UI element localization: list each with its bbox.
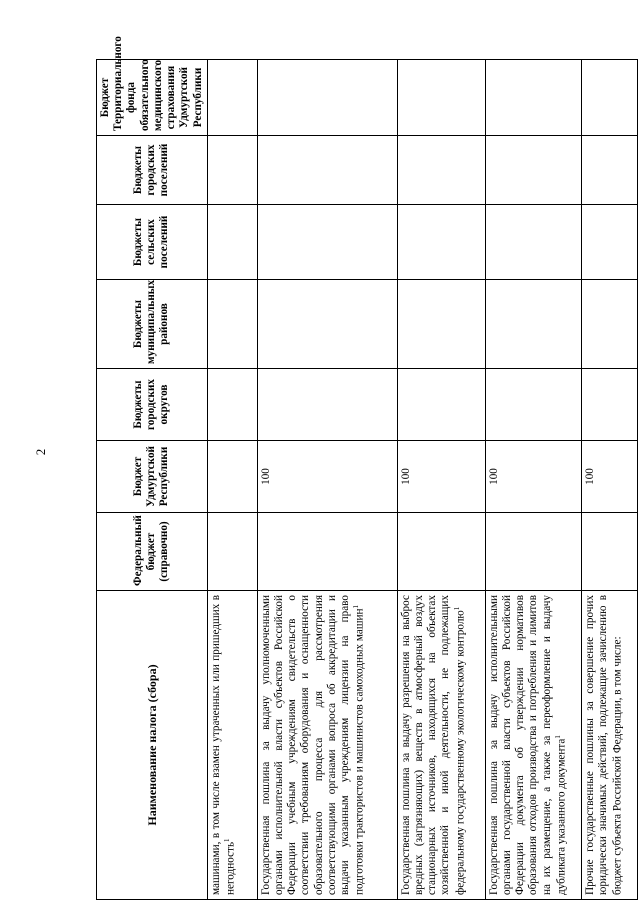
table-row bbox=[257, 60, 397, 900]
row-tax-name: Государственная пошлина за выдачу исполнительными органами государственной власти субъектов Российской Федерации документа об утверждении нормативов образования отходов производства и потребления и лимитов на их размещение, а также за переоформление и выдачу дубликата указанного документа$^1$ bbox=[485, 591, 581, 900]
row-value-rural bbox=[257, 205, 397, 280]
row-value-rural bbox=[207, 205, 257, 280]
row-value-republic: 100 bbox=[257, 441, 397, 513]
page-number: 2 bbox=[33, 448, 48, 456]
row-tax-name: Прочие государственные пошлины за совершение прочих юридически значимых действий, подлежащие зачислению в бюджет субъекта Российской Федерации, в том числе: bbox=[581, 591, 637, 900]
header-rural-settlements: Бюджеты сельских поселений bbox=[97, 205, 208, 280]
row-value-tfoms bbox=[207, 60, 257, 136]
header-tfoms-budget: Бюджет Территориального фонда обязательного медицинского страхования Удмуртской Республики bbox=[97, 60, 208, 136]
row-value-municipal-districts bbox=[485, 280, 581, 369]
row-value-city-districts bbox=[257, 369, 397, 441]
header-urban-settlements: Бюджеты городских поселений bbox=[97, 136, 208, 205]
table-row bbox=[397, 60, 485, 900]
row-value-municipal-districts bbox=[207, 280, 257, 369]
row-value-city-districts bbox=[207, 369, 257, 441]
row-tax-name: Государственная пошлина за выдачу разрешения на выброс вредных (загрязняющих) веществ в атмосферный воздух стационарных источников, находящихся на объектах хозяйственной и иной деятельности, не подлежащих федеральному государственному экологическому контролю$^1$ bbox=[397, 591, 485, 900]
row-value-urban bbox=[207, 136, 257, 205]
row-value-tfoms bbox=[581, 60, 637, 136]
row-value-urban bbox=[485, 136, 581, 205]
row-value-republic: 100 bbox=[485, 441, 581, 513]
row-value-urban bbox=[257, 136, 397, 205]
row-value-urban bbox=[397, 136, 485, 205]
row-value-city-districts bbox=[485, 369, 581, 441]
row-value-tfoms bbox=[485, 60, 581, 136]
header-republic-budget: Бюджет Удмуртской Республики bbox=[97, 441, 208, 513]
table-row bbox=[485, 60, 581, 900]
table-row bbox=[581, 60, 637, 900]
rotated-table-wrapper bbox=[96, 36, 624, 900]
header-municipal-districts: Бюджеты муниципальных районов bbox=[97, 280, 208, 369]
row-tax-name: машинами, в том числе взамен утраченных или пришедших в негодность$^1$ bbox=[207, 591, 257, 900]
row-value-federal bbox=[485, 513, 581, 591]
row-value-municipal-districts bbox=[257, 280, 397, 369]
row-value-republic: 100 bbox=[581, 441, 637, 513]
row-value-rural bbox=[485, 205, 581, 280]
row-value-municipal-districts bbox=[397, 280, 485, 369]
tax-distribution-table bbox=[96, 36, 638, 900]
table-header-row bbox=[97, 60, 208, 900]
header-city-districts: Бюджеты городских округов bbox=[97, 369, 208, 441]
row-value-rural bbox=[397, 205, 485, 280]
row-value-republic bbox=[207, 441, 257, 513]
row-value-city-districts bbox=[397, 369, 485, 441]
row-value-rural bbox=[581, 205, 637, 280]
header-federal-budget: Федеральный бюджет (справочно) bbox=[97, 513, 208, 591]
row-value-federal bbox=[397, 513, 485, 591]
row-value-federal bbox=[257, 513, 397, 591]
row-value-tfoms bbox=[397, 60, 485, 136]
row-value-republic: 100 bbox=[397, 441, 485, 513]
row-value-tfoms bbox=[257, 60, 397, 136]
row-value-federal bbox=[581, 513, 637, 591]
row-value-city-districts bbox=[581, 369, 637, 441]
row-value-municipal-districts bbox=[581, 280, 637, 369]
row-tax-name: Государственная пошлина за выдачу уполномоченными органами исполнительной власти субъектов Российской Федерации учебным учреждениям свидетельств о соответствии требованиям оборудования и оснащенности образовательного процесса для рассмотрения соответствующими органами вопроса об аккредитации и выдачи указанным учреждениям лицензии на право подготовки трактористов и машинистов самоходных машин$^1$ bbox=[257, 591, 397, 900]
header-tax-name: Наименование налога (сбора) bbox=[97, 591, 208, 900]
row-value-urban bbox=[581, 136, 637, 205]
row-value-federal bbox=[207, 513, 257, 591]
table-row bbox=[207, 60, 257, 900]
